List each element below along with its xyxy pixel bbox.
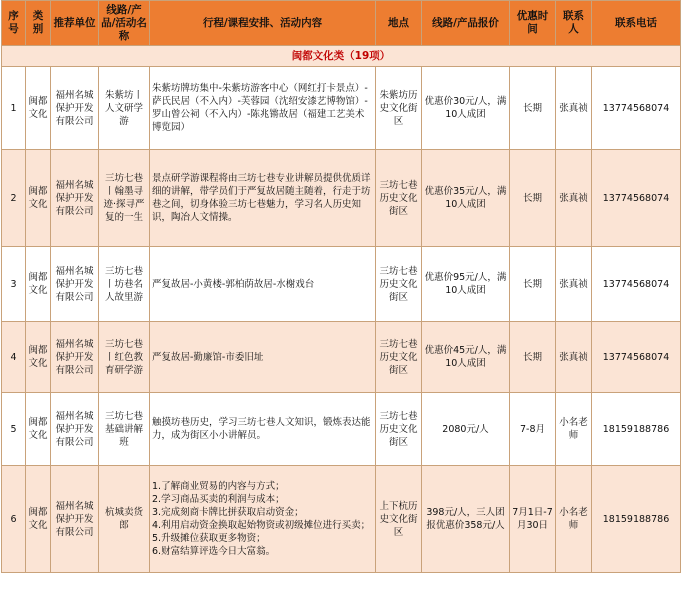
cell-place: 朱紫坊历史文化街区 xyxy=(376,67,422,150)
cell-no: 4 xyxy=(2,322,26,393)
cell-unit: 福州名城保护开发有限公司 xyxy=(51,322,99,393)
cell-content: 景点研学游课程将由三坊七巷专业讲解员提供优质详细的讲解，带学员们于严复故居随主随着，行走于坊巷之间，切身体验三坊七巷魅力，学习名人历史知识，陶冶人文情操。 xyxy=(150,150,376,247)
cell-contact: 张真祯 xyxy=(556,67,592,150)
cell-no: 6 xyxy=(2,466,26,573)
cell-content-list xyxy=(150,466,376,573)
content-list-item: 1.了解商业贸易的内容与方式； xyxy=(152,481,285,492)
header-unit: 推荐单位 xyxy=(51,1,99,46)
cell-category: 闽都文化 xyxy=(26,150,51,247)
cell-name: 杭城卖货郎 xyxy=(99,466,150,573)
cell-name: 三坊七巷基础讲解班 xyxy=(99,393,150,466)
cell-unit: 福州名城保护开发有限公司 xyxy=(51,150,99,247)
cell-price: 优惠价95元/人，满10人成团 xyxy=(422,247,510,322)
header-category: 类别 xyxy=(26,1,51,46)
cell-content: 朱紫坊牌坊集中-朱紫坊游客中心（网红打卡景点）-萨氏民居（不入内）-芙蓉园（沈绍安漆艺博物馆）-罗山曾公祠（不入内）-陈兆锵故居（福建工艺美术博览园） xyxy=(150,67,376,150)
cell-category: 闽都文化 xyxy=(26,393,51,466)
table-row xyxy=(2,466,681,573)
cell-contact: 小名老师 xyxy=(556,393,592,466)
cell-name: 三坊七巷丨坊巷名人故里游 xyxy=(99,247,150,322)
cell-contact: 张真祯 xyxy=(556,322,592,393)
cell-contact: 张真祯 xyxy=(556,150,592,247)
cell-place: 三坊七巷历史文化街区 xyxy=(376,393,422,466)
cell-time: 长期 xyxy=(510,247,556,322)
cell-contact: 张真祯 xyxy=(556,247,592,322)
cell-place: 三坊七巷历史文化街区 xyxy=(376,322,422,393)
cell-phone: 13774568074 xyxy=(592,322,681,393)
activity-table xyxy=(1,0,681,573)
cell-price: 2080元/人 xyxy=(422,393,510,466)
header-place: 地点 xyxy=(376,1,422,46)
content-list-item: 6.财富结算评选今日大富翁。 xyxy=(152,546,276,557)
cell-category: 闽都文化 xyxy=(26,247,51,322)
header-phone: 联系电话 xyxy=(592,1,681,46)
header-no: 序号 xyxy=(2,1,26,46)
cell-name: 三坊七巷丨红色教育研学游 xyxy=(99,322,150,393)
cell-price: 优惠价30元/人，满10人成团 xyxy=(422,67,510,150)
cell-unit: 福州名城保护开发有限公司 xyxy=(51,67,99,150)
cell-content: 严复故居-勤廉馆-市委旧址 xyxy=(150,322,376,393)
cell-time: 7-8月 xyxy=(510,393,556,466)
section-row xyxy=(2,46,681,67)
header-name: 线路/产品/活动名称 xyxy=(99,1,150,46)
table-row xyxy=(2,393,681,466)
cell-unit: 福州名城保护开发有限公司 xyxy=(51,247,99,322)
cell-no: 3 xyxy=(2,247,26,322)
header-contact: 联系人 xyxy=(556,1,592,46)
header-time: 优惠时间 xyxy=(510,1,556,46)
cell-time: 7月1日-7月30日 xyxy=(510,466,556,573)
cell-time: 长期 xyxy=(510,67,556,150)
cell-no: 5 xyxy=(2,393,26,466)
cell-time: 长期 xyxy=(510,322,556,393)
cell-contact: 小名老师 xyxy=(556,466,592,573)
cell-phone: 18159188786 xyxy=(592,393,681,466)
cell-category: 闽都文化 xyxy=(26,67,51,150)
cell-name: 三坊七巷丨翰墨寻迹·探寻严复的一生 xyxy=(99,150,150,247)
cell-name: 朱紫坊丨人文研学游 xyxy=(99,67,150,150)
cell-unit: 福州名城保护开发有限公司 xyxy=(51,393,99,466)
cell-content: 严复故居-小黄楼-郭柏荫故居-水榭戏台 xyxy=(150,247,376,322)
table-row xyxy=(2,247,681,322)
cell-price: 398元/人，三人团报优惠价358元/人 xyxy=(422,466,510,573)
cell-no: 1 xyxy=(2,67,26,150)
cell-category: 闽都文化 xyxy=(26,322,51,393)
cell-phone: 13774568074 xyxy=(592,67,681,150)
cell-content: 触摸坊巷历史，学习三坊七巷人文知识，锻炼表达能力，成为街区小小讲解员。 xyxy=(150,393,376,466)
header-price: 线路/产品报价 xyxy=(422,1,510,46)
cell-time: 长期 xyxy=(510,150,556,247)
cell-place: 三坊七巷历史文化街区 xyxy=(376,150,422,247)
cell-phone: 13774568074 xyxy=(592,150,681,247)
content-list-item: 3.完成刻商卡牌比拼获取启动资金； xyxy=(152,507,304,518)
cell-phone: 18159188786 xyxy=(592,466,681,573)
cell-price: 优惠价35元/人，满10人成团 xyxy=(422,150,510,247)
cell-place: 上下杭历史文化街区 xyxy=(376,466,422,573)
cell-no: 2 xyxy=(2,150,26,247)
content-list-item: 2.学习商品买卖的利润与成本； xyxy=(152,494,285,505)
table-row xyxy=(2,67,681,150)
cell-phone: 13774568074 xyxy=(592,247,681,322)
cell-place: 三坊七巷历史文化街区 xyxy=(376,247,422,322)
content-list-item: 4.利用启动资金换取起始物资或初级摊位进行买卖； xyxy=(152,520,371,531)
table-row xyxy=(2,150,681,247)
header-row xyxy=(2,1,681,46)
section-title: 闽都文化类（19项） xyxy=(2,46,681,67)
content-list-item: 5.升级摊位获取更多物资； xyxy=(152,533,266,544)
cell-unit: 福州名城保护开发有限公司 xyxy=(51,466,99,573)
cell-price: 优惠价45元/人，满10人成团 xyxy=(422,322,510,393)
header-content: 行程/课程安排、活动内容 xyxy=(150,1,376,46)
table-row xyxy=(2,322,681,393)
cell-category: 闽都文化 xyxy=(26,466,51,573)
